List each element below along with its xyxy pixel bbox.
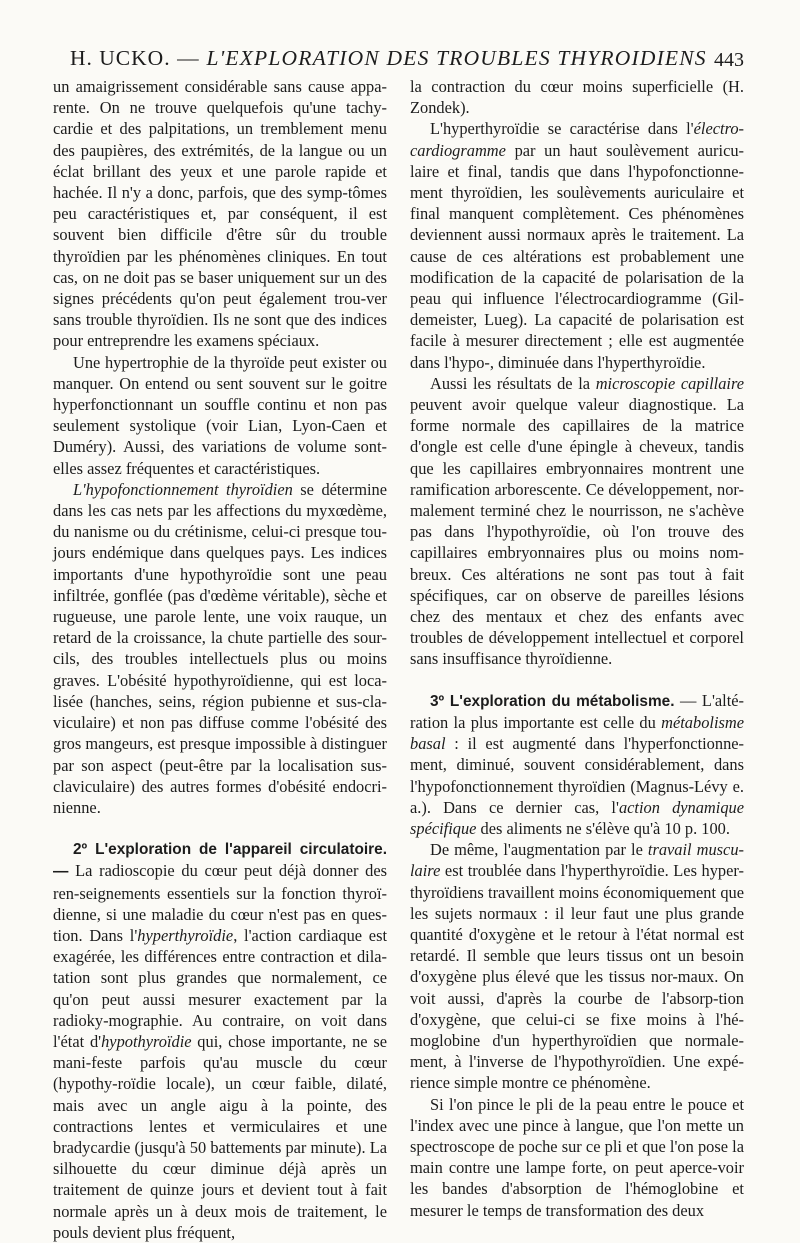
paragraph-text: L'hyperthyroïdie se caractérise dans l' — [430, 119, 694, 139]
paragraph-text: qui, chose importante, ne se mani-feste parfois qu'au muscle du cœur (hypothy-roïdie locale), un cœur faible, dilaté, mais avec un angle aigu à la pointe, des contractions lentes et vermiculaires et une bradycardie (jusqu'à 50 battements par minute). La silhouette du cœur diminue déjà après un traitement de quinze jours et devient tout à fait normale après un à deux mois de traitement, le pouls devient plus fréquent, — [53, 1031, 387, 1242]
paragraph-text: La radioscopie du cœur peut déjà donner des ren-seignements essentiels sur la fonction thyroï-dienne, si une maladie du cœur n'est pas en ques-tion. Dans l' — [53, 861, 387, 945]
paragraph-text: par un haut soulèvement auricu-laire et final, tandis que dans l'hypofonctionne-ment thyroïdien, les soulèvements auriculaire et final manquent complètement. Ces phénomènes deviennent aussi normaux après le traitement. La cause de ces altérations est probablement une modification de la capacité de polarisation de la peau qui influence l'électrocardiogramme (Gil-demeister, Lueg). La capacité de polarisation est facile à mesurer directement ; elle est augmentée dans l'hypo-, diminuée dans l'hyperthyroïdie. — [410, 140, 744, 372]
paragraph — [410, 839, 744, 1093]
paragraph: la contraction du cœur moins superficielle (H. Zondek). — [410, 77, 744, 118]
emphasis: électro-cardiogramme — [410, 119, 744, 160]
emphasis: microscopie capillaire — [595, 373, 744, 393]
page-number: 443 — [714, 49, 744, 71]
paragraph: Une hypertrophie de la thyroïde peut exister ou manquer. On entend ou sent souvent sur le goitre hyperfonctionnant un souffle continu et non pas seulement systolique (voir Lian, Lyon-Caen et Duméry). Aussi, des variations de volume sont-elles assez fréquentes et caractéristiques. — [53, 352, 387, 478]
paragraph: un amaigrissement considérable sans cause appa-rente. On ne trouve quelquefois qu'une tachy-cardie et des palpitations, un tremblement menu des paupières, des extrémités, de la langue ou un éclat brillant des yeux et une parole rapide et hachée. Il n'y a donc, parfois, que des symp-tômes peu caractéristiques et, par conséquent, il est souvent bien difficile d'être sûr du trouble thyroïdien par les phénomènes cliniques. En tout cas, on ne doit pas se baser uniquement sur un des signes précédents qu'on peut également trou-ver sans trouble thyroïdien. Ils ne sont que des indices pour entreprendre les examens spéciaux. — [53, 77, 387, 351]
section-circulatory — [53, 838, 387, 1243]
emphasis: travail muscu-laire — [410, 840, 744, 881]
emphasis: hyperthyroïdie — [137, 925, 234, 945]
paragraph-text: , l'action cardiaque est exagérée, les différences entre contraction et dila-tation sont plus grandes que normalement, ce qu'on peut aussi mesurer exactement par la radioky-mographie. Au contraire, on voit dans l'état d' — [53, 925, 387, 1051]
emphasis: hypothyroïdie — [101, 1031, 192, 1051]
section-heading: 2º L'exploration de l'appareil circulatoire. — — [53, 841, 387, 881]
paragraph-text: Aussi les résultats de la — [430, 373, 596, 393]
paragraph-text: De même, l'augmentation par le — [430, 840, 648, 860]
paragraph — [410, 373, 744, 670]
paragraph-text: est troublée dans l'hyperthyroïdie. Les hyper-thyroïdiens travaillent moins économiquement que les sujets normaux : il leur faut une plus grande quantité d'oxygène et le retour à l'état normal est retardé. Il semble que leurs tissus ont un besoin d'oxygène plus élevé que les tissus nor-maux. On voit aussi, d'après la courbe de l'absorp-tion d'oxygène, que celui-ci se fixe moins à l'hé-moglobine d'un hyperthyroïdien que normale-ment, à l'inverse de l'hypothyroïdien. Une expé-rience simple montre ce phénomène. — [410, 861, 744, 1093]
header-title: L'EXPLORATION DES TROUBLES THYROIDIENS — [206, 46, 707, 70]
emphasis: L'hypofonctionnement thyroïdien — [73, 479, 293, 499]
right-column — [410, 76, 744, 1221]
paragraph-text: des aliments ne s'élève qu'à 10 p. 100. — [476, 818, 730, 838]
paragraph-text: — L'alté-ration la plus importante est celle du — [410, 690, 745, 732]
left-column — [53, 76, 387, 1243]
paragraph: Si l'on pince le pli de la peau entre le pouce et l'index avec une pince à langue, que l'on mette un spectroscope de poche sur ce pli et que l'on pose la main contre une lampe forte, on peut aperce-voir les bandes d'absorption de l'hémoglobine et mesurer le temps de transformation des deux — [410, 1094, 744, 1220]
paragraph — [410, 118, 744, 372]
section-metabolism — [410, 690, 744, 839]
paragraph — [53, 479, 387, 818]
running-header — [70, 44, 744, 72]
header-separator: — — [177, 46, 200, 70]
emphasis: action dynamique spécifique — [410, 797, 744, 838]
emphasis: métabolisme basal — [410, 712, 744, 754]
paragraph-text: : il est augmenté dans l'hyperfonctionne-ment, diminué, souvent considérablement, dans l'hypofonctionnement thyroïdien (Magnus-Lévy e. a.). Dans ce dernier cas, l' — [410, 734, 744, 817]
paragraph-text: se détermine dans les cas nets par les affections du myxœdème, du nanisme ou du crétinisme, celui-ci presque tou-jours endémique dans quelques pays. Les indices importants d'une hypothyroïdie sont une peau infiltrée, gonflée (pas d'œdème véritable), sèche et rugueuse, une parole lente, une voix rauque, un retard de la croissance, la chute partielle des sour-cils, des troubles intellectuels plus ou moins graves. L'obésité hypothyroïdienne, qui est loca-lisée (hanches, seins, région pubienne et sus-cla-viculaire) et non pas diffuse comme l'obésité des gros mangeurs, est presque impossible à distinguer par son aspect (peut-être par la localisation sus-claviculaire) des autres formes d'obésité endocri-nienne. — [53, 479, 387, 817]
paragraph-text: peuvent avoir quelque valeur diagnostique. La forme normale des capillaires de la matrice d'ongle est celle d'une épingle à cheveux, tandis que les capillaires embryonnaires montrent une ramification arborescente. Ce développement, nor-malement terminé chez le nourrisson, ne s'achève pas dans l'hypothyroïdie, où l'on trouve des capillaires embryonnaires plus ou moins nom-breux. Ces altérations ne sont pas tout à fait spécifiques, car on observe de pareilles lésions chez des mentaux et chez des enfants avec troubles de développement intellectuel et corporel sans insuffisance thyroïdienne. — [410, 395, 744, 669]
header-author: H. UCKO. — [70, 46, 171, 70]
section-heading: 3º L'exploration du métabolisme. — [430, 692, 675, 710]
